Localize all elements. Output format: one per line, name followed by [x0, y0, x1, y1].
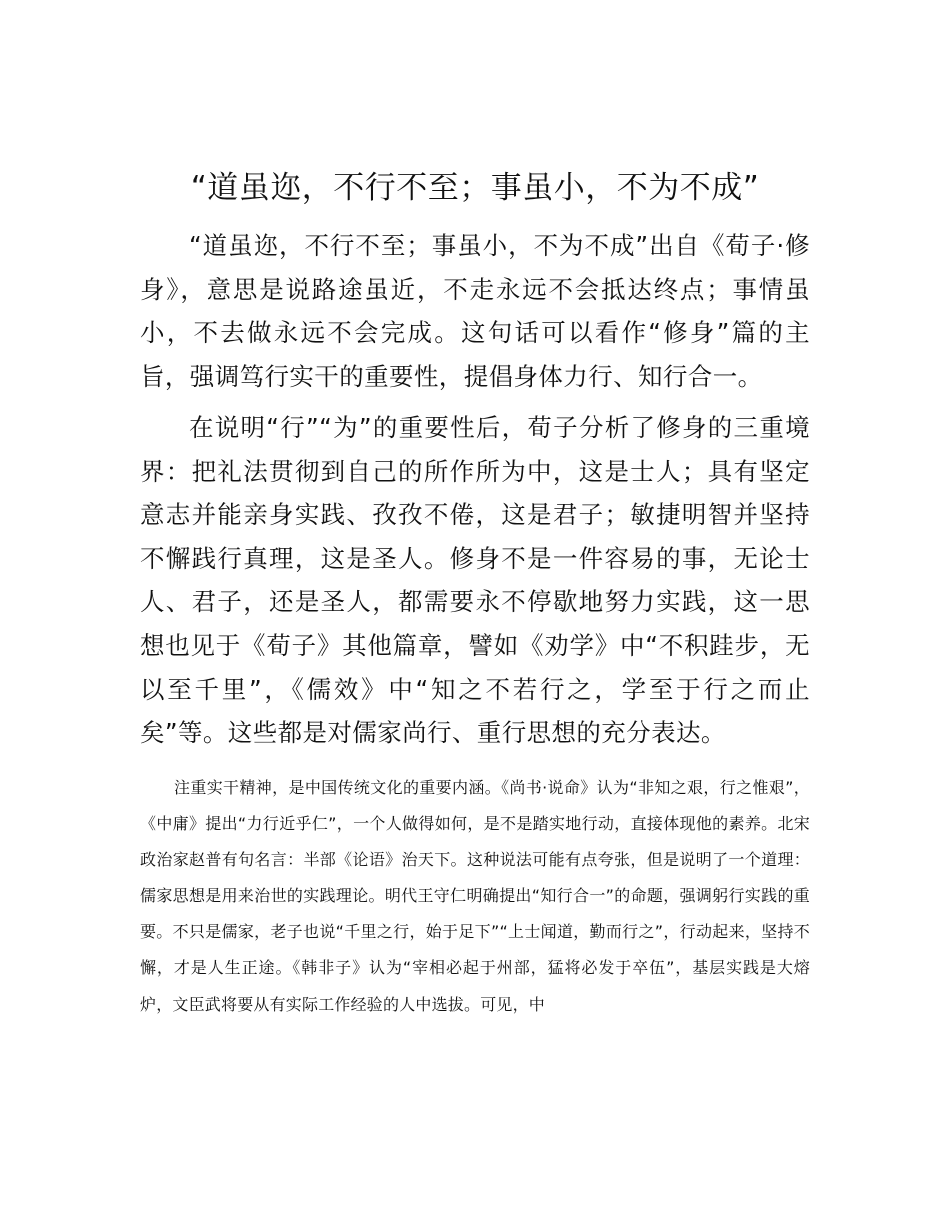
- paragraph-3: 注重实干精神，是中国传统文化的重要内涵。《尚书·说命》认为“非知之艰，行之惟艰”，《中庸》提出“力行近乎仁”，一个人做得如何，是不是踏实地行动，直接体现他的素养。北宋政治家赵普有句名言：半部《论语》治天下。这种说法可能有点夸张，但是说明了一个道理：儒家思想是用来治世的实践理论。明代王守仁明确提出“知行合一”的命题，强调躬行实践的重要。不只是儒家，老子也说“千里之行，始于足下”“上士闻道，勤而行之”，行动起来，坚持不懈，才是人生正途。《韩非子》认为“宰相必起于州部，猛将必发于卒伍”，基层实践是大熔炉，文臣武将要从有实际工作经验的人中选拔。可见，中: [140, 778, 810, 1014]
- paragraph-2: 在说明“行”“为”的重要性后，荀子分析了修身的三重境界：把礼法贯彻到自己的所作所为中，这是士人；具有坚定意志并能亲身实践、孜孜不倦，这是君子；敏捷明智并坚持不懈践行真理，这是圣人。修身不是一件容易的事，无论士人、君子，还是圣人，都需要永不停歇地努力实践，这一思想也见于《荀子》其他篇章，譬如《劝学》中“不积跬步，无以至千里”，《儒效》中“知之不若行之，学至于行之而止矣”等。这些都是对儒家尚行、重行思想的充分表达。: [140, 413, 810, 748]
- document-title: “道虽迩，不行不至；事虽小，不为不成”: [190, 170, 760, 206]
- paragraph-1: “道虽迩，不行不至；事虽小，不为不成”出自《荀子·修身》，意思是说路途虽近，不走永远不会抵达终点；事情虽小，不去做永远不会完成。这句话可以看作“修身”篇的主旨，强调笃行实干的重要性，提倡身体力行、知行合一。: [140, 231, 810, 391]
